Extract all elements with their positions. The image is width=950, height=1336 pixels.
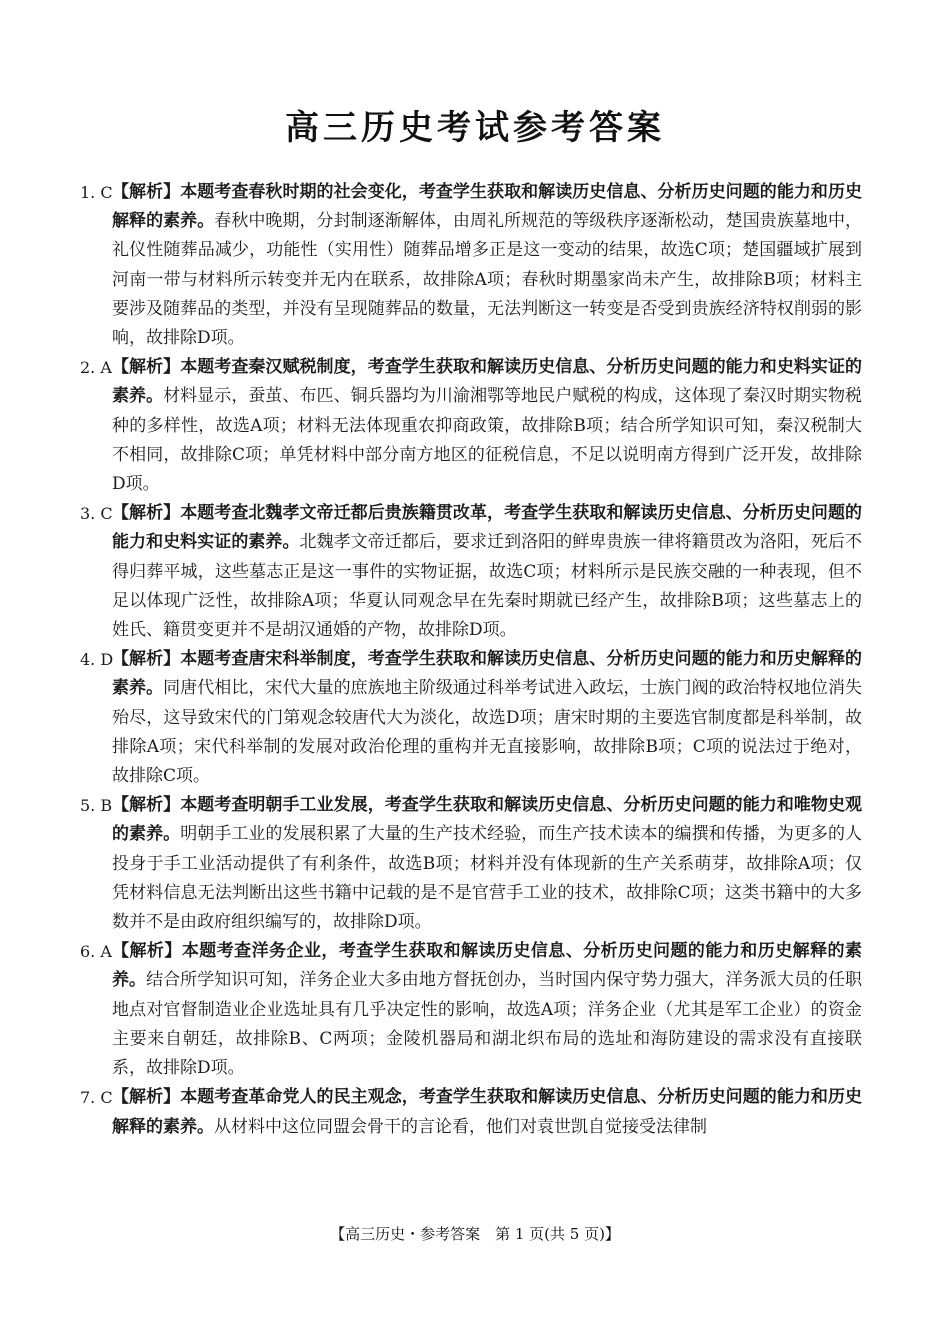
analysis-tag: 【解析】 — [112, 941, 182, 962]
analysis-summary: 本题考查明朝手工业发展，考查学生获取和解读历史信息、分析历史问题的能力和唯物史观的素养。 — [112, 795, 862, 845]
analysis-body: 北魏孝文帝迁都后，要求迁到洛阳的鲜卑贵族一律将籍贯改为洛阳，死后不得归葬平城，这些墓志正是这一事件的实物证据，故选C项；材料所示是民族交融的一种表现，但不足以体现广泛性，故排除A项；华夏认同观念早在先秦时期就已经产生，故排除B项；这些墓志上的姓氏、籍贯变更并不是胡汉通婚的产物，故排除D项。 — [112, 532, 863, 641]
answer-item-2 — [80, 353, 862, 499]
answer-item-7 — [80, 1083, 862, 1141]
analysis-summary: 本题考查唐宋科举制度，考查学生获取和解读历史信息、分析历史问题的能力和历史解释的素养。 — [112, 649, 862, 699]
analysis-body: 结合所学知识可知，洋务企业大多由地方督抚创办，当时国内保守势力强大，洋务派大员的任职地点对官督制造业企业选址具有几乎决定性的影响，故选A项；洋务企业（尤其是军工企业）的资金主要来自朝廷，故排除B、C两项；金陵机器局和湖北织布局的选址和海防建设的需求没有直接联系，故排除D项。 — [112, 970, 862, 1079]
answer-number: 2. A — [80, 358, 112, 378]
analysis-tag: 【解析】 — [112, 795, 181, 816]
page-title: 高三历史考试参考答案 — [285, 108, 665, 148]
answer-item-5 — [80, 791, 862, 937]
analysis-tag: 【解析】 — [112, 357, 181, 378]
answer-number: 6. A — [80, 942, 112, 962]
answer-list — [80, 178, 862, 1142]
analysis-tag: 【解析】 — [112, 182, 181, 202]
analysis-summary: 本题考查洋务企业，考查学生获取和解读历史信息、分析历史问题的能力和历史解释的素养。 — [112, 941, 863, 991]
answer-number: 7. C — [80, 1088, 113, 1108]
analysis-body: 从材料中这位同盟会骨干的言论看，他们对袁世凯自觉接受法律制 — [214, 1116, 707, 1137]
analysis-body: 同唐代相比，宋代大量的庶族地主阶级通过科举考试进入政坛，士族门阀的政治特权地位消失殆尽，这导致宋代的门第观念较唐代大为淡化，故选D项；唐宋时期的主要选官制度都是科举制，故排除A项；宋代科举制的发展对政治伦理的重构并无直接影响，故排除B项；C项的说法过于绝对，故排除C项。 — [112, 678, 862, 787]
answer-number: 4. D — [80, 650, 114, 670]
analysis-summary: 本题考查北魏孝文帝迁都后贵族籍贯改革，考查学生获取和解读历史信息、分析历史问题的能力和史料实证的素养。 — [112, 503, 862, 553]
answer-item-6 — [80, 937, 862, 1083]
analysis-summary: 本题考查革命党人的民主观念，考查学生获取和解读历史信息、分析历史问题的能力和历史解释的素养。 — [112, 1087, 862, 1137]
answer-item-1 — [80, 178, 862, 353]
answer-item-3 — [80, 499, 862, 645]
answer-number: 1. C — [80, 183, 113, 202]
analysis-body: 春秋中晚期，分封制逐渐解体，由周礼所规范的等级秩序逐渐松动，楚国贵族墓地中，礼仪性随葬品减少，功能性（实用性）随葬品增多正是这一变动的结果，故选C项；楚国疆域扩展到河南一带与材料所示转变并无内在联系，故排除A项；春秋时期墨家尚未产生，故排除B项；材料主要涉及随葬品的类型，并没有呈现随葬品的数量，无法判断这一转变是否受到贵族经济特权削弱的影响，故排除D项。 — [112, 211, 863, 349]
analysis-tag: 【解析】 — [112, 503, 181, 524]
analysis-body: 明朝手工业的发展积累了大量的生产技术经验，而生产技术读本的编撰和传播，为更多的人投身于手工业活动提供了有利条件，故选B项；材料并没有体现新的生产关系萌芽，故排除A项；仅凭材料信息无法判断出这些书籍中记载的是不是官营手工业的技术，故排除C项；这类书籍中的大多数并不是由政府组织编写的，故排除D项。 — [112, 824, 862, 933]
analysis-summary: 本题考查秦汉赋税制度，考查学生获取和解读历史信息、分析历史问题的能力和史料实证的素养。 — [112, 357, 862, 407]
page-footer: 【高三历史・参考答案 第 1 页(共 5 页)】 — [330, 1225, 620, 1243]
analysis-summary: 本题考查春秋时期的社会变化，考查学生获取和解读历史信息、分析历史问题的能力和历史解释的素养。 — [112, 182, 862, 232]
analysis-tag: 【解析】 — [112, 649, 181, 670]
answer-number: 5. B — [80, 796, 113, 816]
answer-item-4 — [80, 645, 862, 791]
analysis-body: 材料显示，蚕茧、布匹、铜兵器均为川渝湘鄂等地民户赋税的构成，这体现了秦汉时期实物税种的多样性，故选A项；材料无法体现重农抑商政策，故排除B项；结合所学知识可知，秦汉税制大不相同，故排除C项；单凭材料中部分南方地区的征税信息，不足以说明南方得到广泛开发，故排除D项。 — [112, 386, 862, 495]
answer-number: 3. C — [80, 504, 113, 524]
analysis-tag: 【解析】 — [112, 1087, 181, 1108]
